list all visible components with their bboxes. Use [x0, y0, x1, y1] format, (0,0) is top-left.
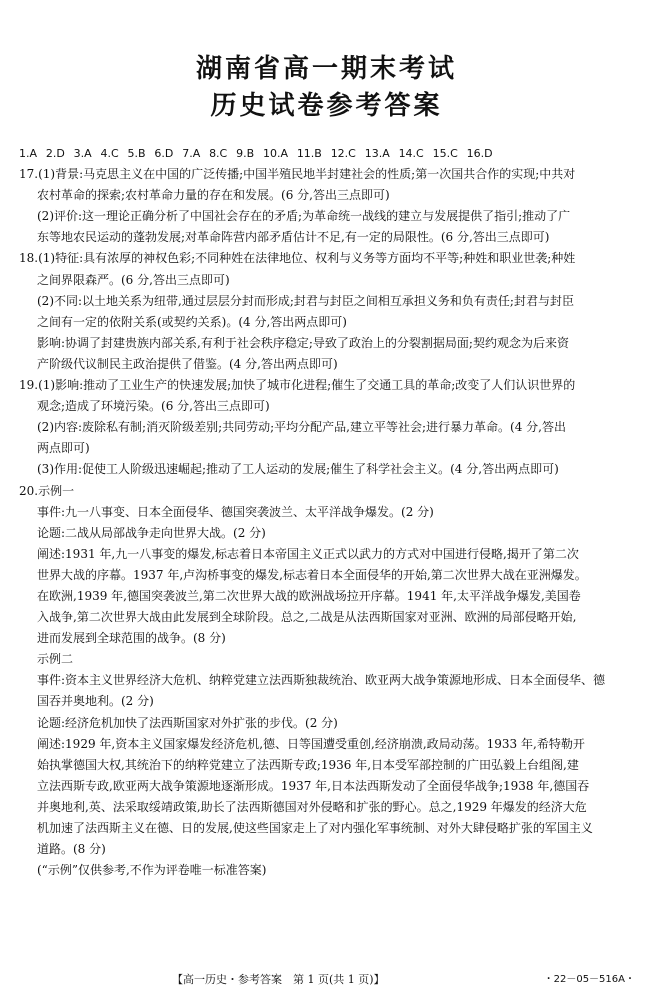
choice-answer: 14.C	[398, 147, 424, 160]
footer-code: ・22－05－516A・	[543, 974, 635, 985]
choice-answer: 7.A	[182, 147, 201, 160]
choice-answer: 11.B	[296, 147, 322, 160]
q20-line: 国吞并奥地利。(2 分)	[37, 694, 154, 709]
note-line: (“示例”仅供参考,不作为评卷唯一标准答案)	[37, 863, 267, 878]
title-line-1: 湖南省高一期末考试	[195, 54, 457, 84]
choice-answer: 5.B	[127, 147, 146, 160]
choice-answer: 12.C	[330, 147, 356, 160]
q18-line: 之间有一定的依附关系(或契约关系)。(4 分,答出两点即可)	[37, 314, 347, 329]
q20-line: 机加速了法西斯主义在德、日的发展,使这些国家走上了对内强化军事统制、对外大肆侵略扩张的军国主义	[37, 821, 593, 835]
q20-line: 在欧洲,1939 年,德国突袭波兰,第二次世界大战的欧洲战场拉开序幕。1941 年,太平洋战争爆发,美国卷	[37, 588, 581, 603]
q20-line: 并奥地利,英、法采取绥靖政策,助长了法西斯德国对外侵略和扩张的野心。总之,1929 年爆发的经济大危	[37, 799, 587, 814]
choice-answer: 16.D	[466, 147, 493, 160]
q20-line: 事件:资本主义世界经济大危机、纳粹党建立法西斯独裁统治、欧亚两大战争策源地形成、日本全面侵华、德	[37, 673, 606, 688]
choice-answer: 2.D	[45, 147, 65, 160]
q20-line: 进而发展到全球范围的战争。(8 分)	[37, 631, 226, 646]
q17-line: 农村革命的探索;农村革命力量的存在和发展。(6 分,答出三点即可)	[37, 188, 390, 203]
q20-line: 论题:经济危机加快了法西斯国家对外扩张的步伐。(2 分)	[37, 715, 338, 730]
choice-answer: 8.C	[209, 147, 228, 160]
q20-line: 阐述:1931 年,九一八事变的爆发,标志着日本帝国主义正式以武力的方式对中国进行侵略,揭开了第二次	[37, 546, 579, 561]
q20-line: 世界大战的序幕。1937 年,卢沟桥事变的爆发,标志着日本全面侵华的开始,第二次世界大战在亚洲爆发。	[37, 567, 587, 582]
choice-answer: 15.C	[432, 147, 458, 160]
footer-page-info: 【高一历史・参考答案 第 1 页(共 1 页)】	[172, 973, 385, 986]
q17-line: 东等地农民运动的蓬勃发展;对革命阵营内部矛盾估计不足,有一定的局限性。(6 分,答出三点即可)	[37, 230, 550, 245]
choice-answer: 1.A	[19, 147, 38, 160]
q19-line: 观念;造成了环境污染。(6 分,答出三点即可)	[37, 399, 270, 414]
q19-line: (2)内容:废除私有制;消灭阶级差别;共同劳动;平均分配产品,建立平等社会;进行暴力革命。(4 分,答出	[37, 420, 566, 435]
choice-answer: 9.B	[236, 147, 255, 160]
q17-line: 17.(1)背景:马克思主义在中国的广泛传播;中国半殖民地半封建社会的性质;第一次国共合作的实现;中共对	[19, 167, 576, 182]
q19-line: 两点即可)	[37, 441, 90, 456]
q20-line: 入战争,第二次世界大战由此发展到全球阶段。总之,二战是从法西斯国家对亚洲、欧洲的局部侵略开始,	[37, 610, 577, 625]
q20-line: 道路。(8 分)	[37, 842, 106, 857]
choice-answer: 3.A	[73, 147, 92, 160]
q20-line: 事件:九一八事变、日本全面侵华、德国突袭波兰、太平洋战争爆发。(2 分)	[37, 504, 434, 519]
q19-line: (3)作用:促使工人阶级迅速崛起;推动了工人运动的发展;催生了科学社会主义。(4 分,答出两点即可)	[37, 462, 559, 477]
q18-line: (2)不同:以土地关系为纽带,通过层层分封而形成;封君与封臣之间相互承担义务和负有责任;封君与封臣	[37, 293, 574, 308]
answer-content	[19, 143, 639, 881]
choice-answer: 4.C	[100, 147, 119, 160]
choice-answer: 13.A	[364, 147, 390, 160]
q19-line: 19.(1)影响:推动了工业生产的快速发展;加快了城市化进程;催生了交通工具的革命;改变了人们认识世界的	[19, 378, 576, 393]
choice-answers-row	[19, 143, 639, 164]
q18-line: 18.(1)特征:具有浓厚的神权色彩;不同种姓在法律地位、权利与义务等方面均不平等;种姓和职业世袭;种姓	[19, 251, 576, 266]
q20-line: 示例二	[37, 652, 74, 667]
q18-line: 产阶级代议制民主政治提供了借鉴。(4 分,答出两点即可)	[37, 356, 338, 371]
q18-line: 之间界限森严。(6 分,答出三点即可)	[37, 272, 230, 287]
title-line-2: 历史试卷参考答案	[210, 91, 443, 121]
choice-answer: 6.D	[154, 147, 174, 160]
q20-line: 论题:二战从局部战争走向世界大战。(2 分)	[37, 525, 266, 540]
q17-line: (2)评价:这一理论正确分析了中国社会存在的矛盾;为革命统一战线的建立与发展提供了指引;推动了广	[37, 209, 571, 224]
q20-line: 20.示例一	[19, 483, 75, 498]
q20-line: 始执掌德国大权,其统治下的纳粹党建立了法西斯专政;1936 年,日本受军部控制的广田弘毅上台组阁,建	[37, 757, 579, 772]
q20-line: 阐述:1929 年,资本主义国家爆发经济危机,德、日等国遭受重创,经济崩溃,政局动荡。1933 年,希特勒开	[37, 736, 585, 751]
choice-answer: 10.A	[262, 147, 288, 160]
q18-line: 影响:协调了封建贵族内部关系,有利于社会秩序稳定;导致了政治上的分裂割据局面;契约观念为后来资	[37, 335, 569, 350]
q20-line: 立法西斯专政,欧亚两大战争策源地逐渐形成。1937 年,日本法西斯发动了全面侵华战争;1938 年,德国吞	[37, 778, 590, 793]
